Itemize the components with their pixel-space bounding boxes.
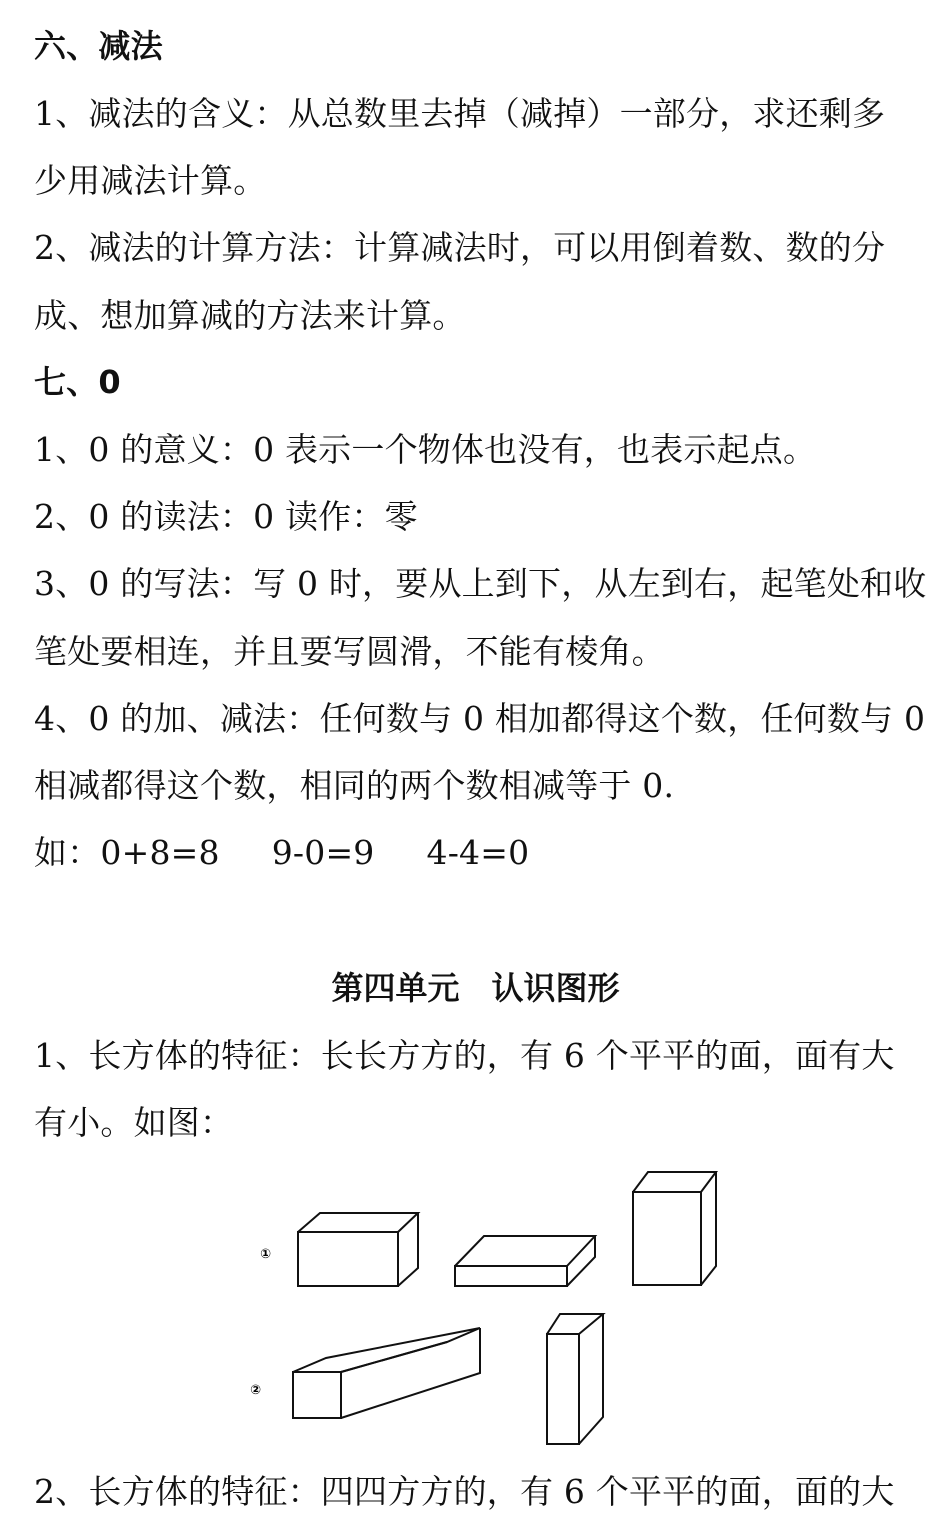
subtraction-meaning-line-2: 少用减法计算。 bbox=[34, 161, 267, 200]
cube-feature-line-1: 2、长方体的特征：四四方方的，有 6 个平平的面，面的大 bbox=[34, 1472, 895, 1511]
cuboid-feature-line-1: 1、长方体的特征：长长方方的，有 6 个平平的面，面有大 bbox=[34, 1036, 895, 1075]
example-equation-1: 0+8=8 bbox=[100, 833, 220, 872]
figure-label-1: ① bbox=[260, 1247, 272, 1262]
cuboid-shape-2 bbox=[455, 1236, 595, 1286]
cuboid-feature-line-2: 有小。如图： bbox=[34, 1103, 234, 1142]
section-heading-zero: 七、0 bbox=[34, 363, 121, 401]
section-heading-subtraction: 六、减法 bbox=[34, 27, 163, 65]
zero-writing-line-2: 笔处要相连，并且要写圆滑，不能有棱角。 bbox=[34, 632, 665, 671]
cuboid-shape-5 bbox=[547, 1314, 603, 1444]
cuboid-figure bbox=[248, 1162, 728, 1452]
example-equation-3: 4-4=0 bbox=[426, 833, 530, 872]
example-prefix: 如： bbox=[34, 833, 101, 872]
cuboid-shape-4 bbox=[293, 1328, 480, 1418]
subtraction-method-line-1: 2、减法的计算方法：计算减法时，可以用倒着数、数的分 bbox=[34, 228, 886, 267]
zero-writing-line-1: 3、0 的写法：写 0 时，要从上到下，从左到右，起笔处和收 bbox=[34, 564, 927, 603]
zero-reading: 2、0 的读法：0 读作：零 bbox=[34, 497, 418, 536]
zero-examples bbox=[34, 831, 926, 875]
zero-meaning: 1、0 的意义：0 表示一个物体也没有，也表示起点。 bbox=[34, 430, 817, 469]
cuboid-shape-3 bbox=[633, 1172, 716, 1285]
zero-arithmetic-line-1: 4、0 的加、减法：任何数与 0 相加都得这个数，任何数与 0 bbox=[34, 699, 926, 738]
unit-title: 第四单元 认识图形 bbox=[331, 969, 620, 1007]
cuboid-shape-1 bbox=[298, 1213, 418, 1286]
example-equation-2: 9-0=9 bbox=[271, 833, 375, 872]
subtraction-method-line-2: 成、想加算减的方法来计算。 bbox=[34, 296, 466, 335]
figure-label-2: ② bbox=[250, 1383, 262, 1398]
cuboid-diagram bbox=[248, 1162, 728, 1452]
subtraction-meaning-line-1: 1、减法的含义：从总数里去掉（减掉）一部分，求还剩多 bbox=[34, 94, 886, 133]
zero-arithmetic-line-2: 相减都得这个数，相同的两个数相减等于 0. bbox=[34, 766, 675, 805]
